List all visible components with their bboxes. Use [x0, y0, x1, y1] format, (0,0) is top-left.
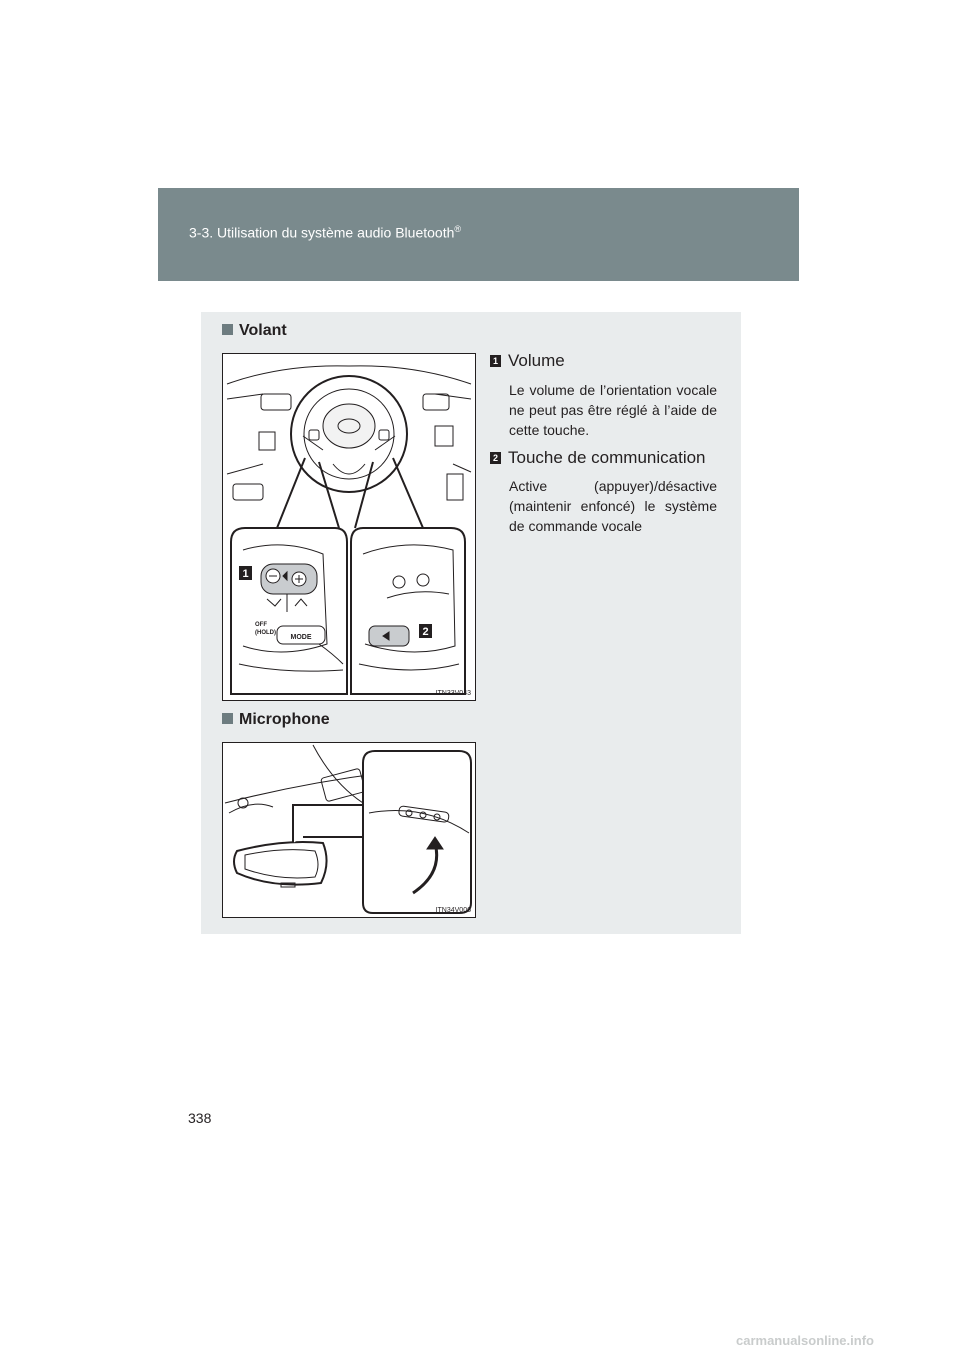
callout-2-label: 2 — [422, 626, 429, 638]
chapter-title: 3-3. Utilisation du système audio Bluetooth® — [189, 224, 462, 241]
callout-1-label: 1 — [242, 568, 249, 580]
item-1-title: Volume — [508, 351, 565, 370]
item-2-badge: 2 — [490, 452, 501, 464]
steering-wheel-figure — [222, 353, 476, 701]
watermark: carmanualsonline.info — [736, 1333, 874, 1348]
section-heading-microphone: Microphone — [222, 711, 330, 729]
figure-code: ITN34V006 — [435, 907, 471, 914]
page-number: 338 — [188, 1110, 212, 1126]
bullet-square-icon — [222, 324, 233, 335]
steering-wheel-illustration — [223, 354, 475, 700]
registered-mark: ® — [454, 224, 462, 234]
hold-button-label: (HOLD) — [255, 630, 276, 636]
microphone-figure — [222, 742, 476, 918]
section-heading-volant: Volant — [222, 322, 287, 340]
mode-button-label: MODE — [290, 634, 312, 641]
bullet-square-icon — [222, 713, 233, 724]
item-2-description: Active (appuyer)/désactive (maintenir enfoncé) le système de commande vocale — [509, 478, 717, 534]
item-2-title: Touche de communication — [508, 448, 706, 467]
item-1-description: Le volume de l’orientation vocale ne peut pas être réglé à l’aide de cette touche. — [509, 382, 717, 438]
item-1-badge: 1 — [490, 355, 501, 367]
chapter-header — [158, 188, 799, 281]
figure-code: ITN33V043 — [435, 690, 471, 697]
microphone-illustration — [223, 743, 475, 917]
off-button-label: OFF — [255, 622, 267, 628]
